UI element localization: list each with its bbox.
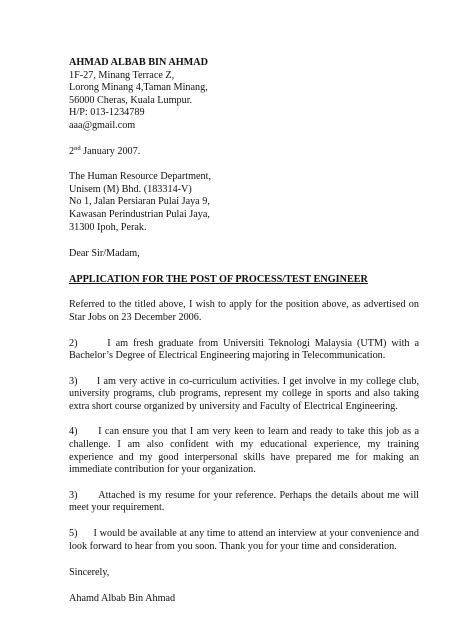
salutation: Dear Sir/Madam, xyxy=(69,248,140,260)
sender-address-line: Lorong Minang 4,Taman Minang, xyxy=(69,82,208,94)
body-paragraph: 2) I am fresh graduate from Universiti Teknologi Malaysia (UTM) with a Bachelor’s Degree of Electrical Engineering majoring in Telecommunication. xyxy=(69,337,419,362)
body-paragraph: 3) Attached is my resume for your reference. Perhaps the details about me will meet your requirement. xyxy=(69,489,419,514)
recipient-line: No 1, Jalan Persiaran Pulai Jaya 9, xyxy=(69,196,210,208)
sender-email: aaa@gmail.com xyxy=(69,119,136,131)
sender-block xyxy=(69,57,419,133)
body-paragraph: Referred to the titled above, I wish to apply for the position above, as advertised on Star Jobs on 23 December 2006. xyxy=(69,299,419,323)
sender-address-line: 1F-27, Minang Terrace Z, xyxy=(69,69,175,81)
body-paragraph: 5) I would be available at any time to attend an interview at your convenience and look forward to hear from you soon. Thank you for your time and consideration. xyxy=(69,528,419,552)
cover-letter xyxy=(69,57,419,605)
letter-date xyxy=(69,146,419,159)
body-paragraph: 4) I can ensure you that I am very keen to learn and ready to take this job as a challenge. I am also confident with my educational experience, my training experience and my good interpersonal skills have prepared me for making an immediate contribution for your organization. xyxy=(69,426,419,476)
sender-address-line: 56000 Cheras, Kuala Lumpur. xyxy=(69,94,193,106)
recipient-line: The Human Resource Department, xyxy=(69,171,212,183)
signature-name: Ahamd Albab Bin Ahmad xyxy=(69,592,176,604)
date-suffix: nd xyxy=(74,144,81,152)
recipient-line: 31300 Ipoh, Perak. xyxy=(69,221,147,233)
body-paragraph: 3) I am very active in co-curriculum activities. I get involve in my college club, university programs, club programs, represent my college in sports and also taking extra short course organized by university and Faculty of Electrical Engineering. xyxy=(69,375,419,412)
recipient-block xyxy=(69,171,419,234)
recipient-line: Unisem (M) Bhd. (183314-V) xyxy=(69,183,192,195)
sender-name: AHMAD ALBAB BIN AHMAD xyxy=(69,57,208,68)
date-day: 2 xyxy=(69,145,75,157)
closing: Sincerely, xyxy=(69,567,110,579)
sender-phone: H/P: 013-1234789 xyxy=(69,107,145,119)
subject-line: APPLICATION FOR THE POST OF PROCESS/TEST ENGINEER xyxy=(69,273,368,285)
date-rest: January 2007. xyxy=(80,145,141,157)
recipient-line: Kawasan Perindustrian Pulai Jaya, xyxy=(69,208,210,220)
